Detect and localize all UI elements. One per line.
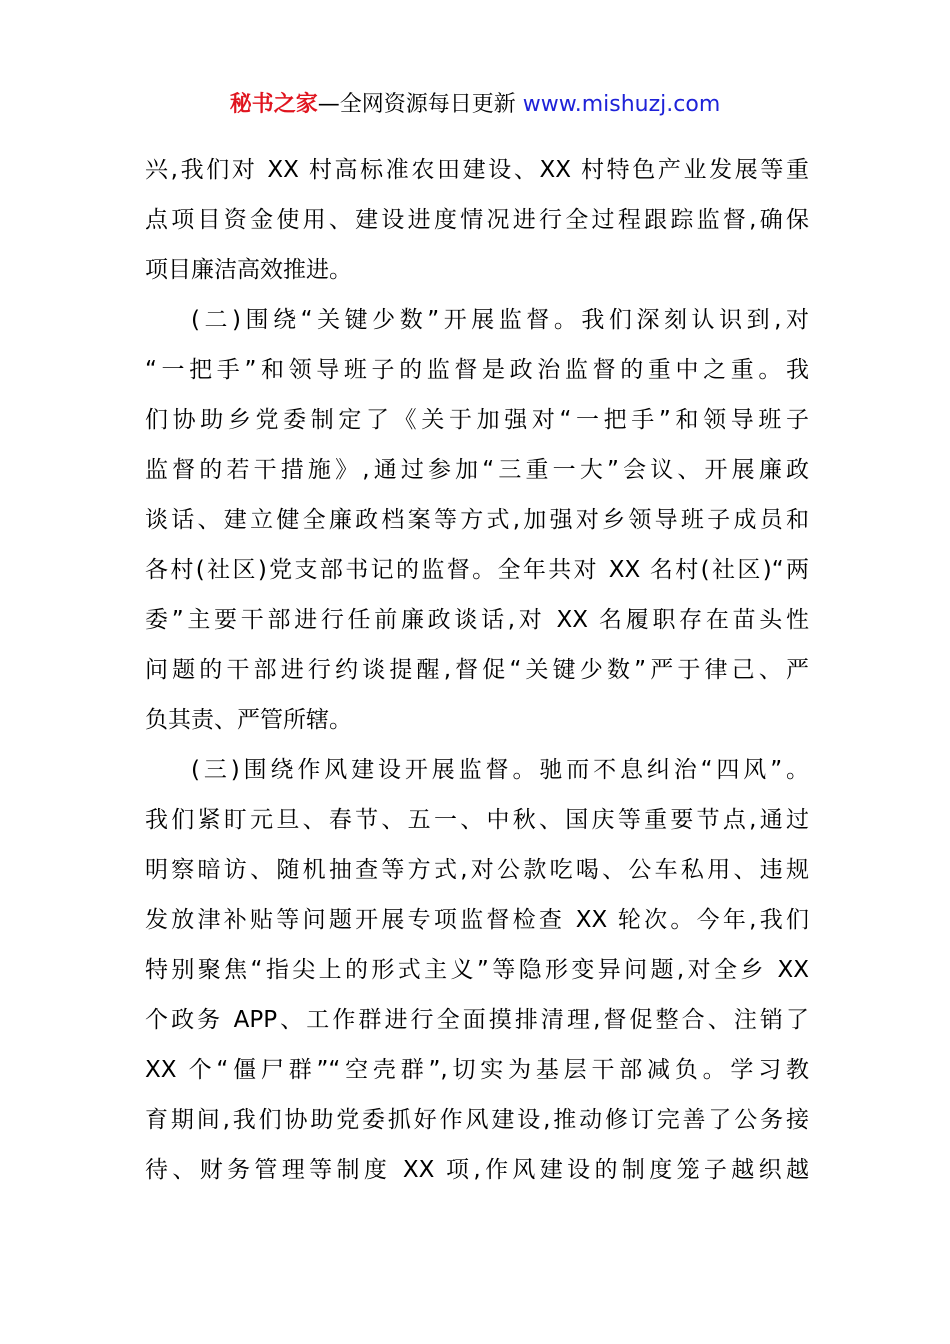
body-line: 谈话、建立健全廉政档案等方式,加强对乡领导班子成员和 (145, 507, 809, 533)
body-line: 项目廉洁高效推进。 (145, 257, 352, 283)
body-line: 待、财务管理等制度 XX 项,作风建设的制度笼子越织越 (145, 1157, 809, 1183)
body-line: XX 个“僵尸群”“空壳群”,切实为基层干部减负。学习教 (145, 1057, 809, 1083)
body-line: 个政务 APP、工作群进行全面摸排清理,督促整合、注销了 (145, 1007, 809, 1033)
paragraph-heading-line: (三)围绕作风建设开展监督。驰而不息纠治“四风”。 (191, 757, 809, 783)
site-url-link[interactable]: www.mishuzj.com (522, 92, 721, 117)
body-line: 负其责、严管所辖。 (145, 707, 352, 733)
body-line: 问题的干部进行约谈提醒,督促“关键少数”严于律己、严 (145, 657, 809, 683)
body-line: 特别聚焦“指尖上的形式主义”等隐形变异问题,对全乡 XX (145, 957, 809, 983)
body-line: 们协助乡党委制定了《关于加强对“一把手”和领导班子 (145, 407, 809, 433)
body-line: 监督的若干措施》,通过参加“三重一大”会议、开展廉政 (145, 457, 809, 483)
body-line: 点项目资金使用、建设进度情况进行全过程跟踪监督,确保 (145, 207, 809, 233)
body-line: 育期间,我们协助党委抓好作风建设,推动修订完善了公务接 (145, 1107, 809, 1133)
paragraph-heading-line: (二)围绕“关键少数”开展监督。我们深刻认识到,对 (191, 307, 809, 333)
document-body (145, 145, 809, 1195)
body-line: 各村(社区)党支部书记的监督。全年共对 XX 名村(社区)“两 (145, 557, 809, 583)
body-line: 委”主要干部进行任前廉政谈话,对 XX 名履职存在苗头性 (145, 607, 809, 633)
body-line: 我们紧盯元旦、春节、五一、中秋、国庆等重要节点,通过 (145, 807, 809, 833)
site-brand: 秘书之家 (229, 92, 318, 117)
body-line: 发放津补贴等问题开展专项监督检查 XX 轮次。今年,我们 (145, 907, 809, 933)
body-line: 明察暗访、随机抽查等方式,对公款吃喝、公车私用、违规 (145, 857, 809, 883)
body-line: “一把手”和领导班子的监督是政治监督的重中之重。我 (145, 357, 809, 383)
site-tagline: —全网资源每日更新 (317, 92, 523, 117)
body-line: 兴,我们对 XX 村高标准农田建设、XX 村特色产业发展等重 (145, 157, 809, 183)
page-header (0, 88, 950, 122)
